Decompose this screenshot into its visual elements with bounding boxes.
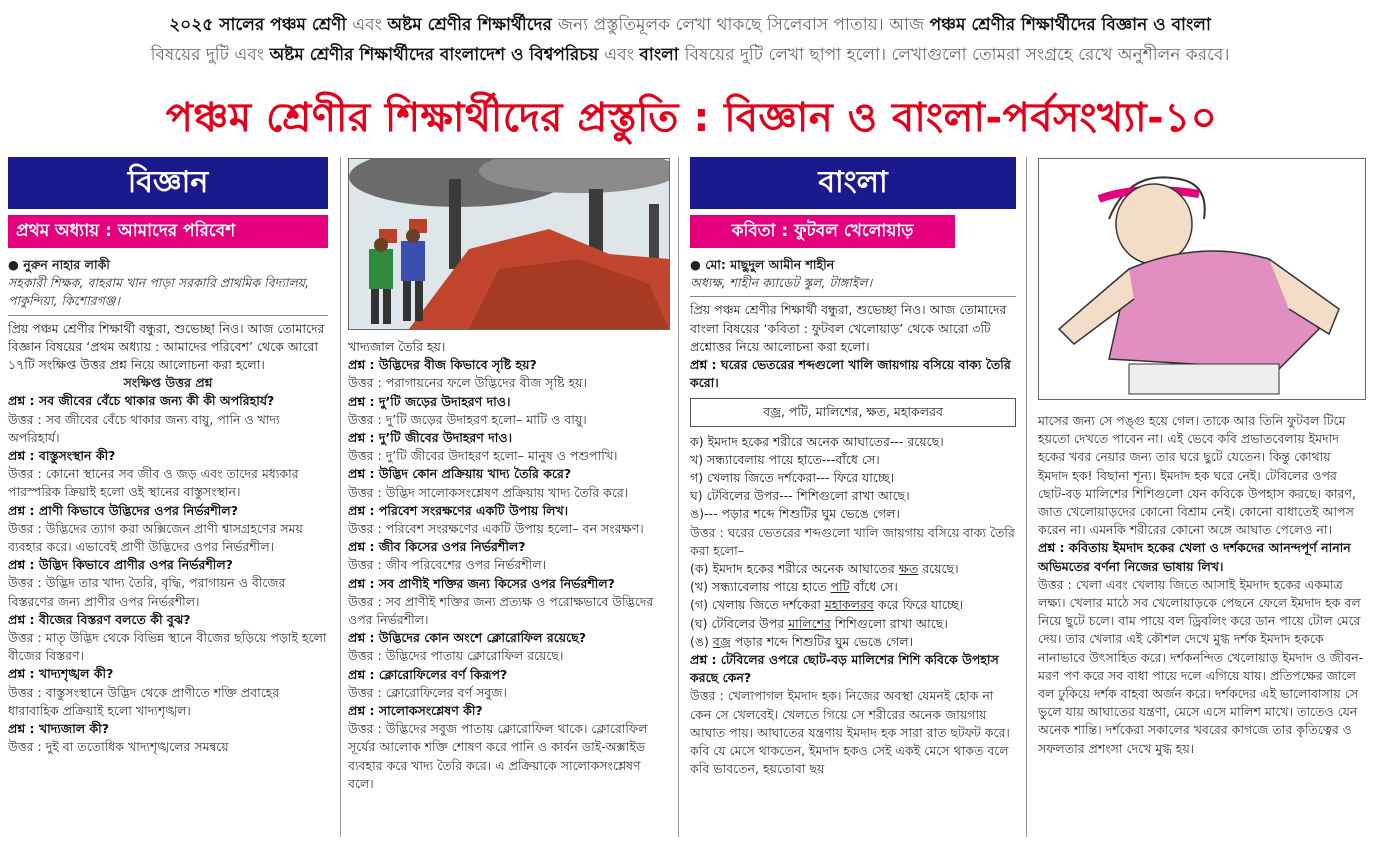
bangla-answer-item — [690, 560, 1016, 578]
filled-word: বজ্র — [712, 633, 731, 649]
bangla-answer-item — [690, 633, 1016, 651]
bangla-word-box: বজ্র, পটি, মালিশের, ক্ষত, মহাকলরব — [690, 398, 1016, 426]
filled-word: পটি — [830, 579, 850, 595]
science-column — [8, 157, 328, 756]
bangla-blank-item: ঘ) টেবিলের উপর--- শিশিগুলো রাখা আছে। — [690, 488, 910, 504]
bangla-question-1: প্রশ্ন : ঘরের ভেতরের শব্দগুলো খালি জায়গায় বসিয়ে বাক্য তৈরি করো। — [690, 357, 1011, 391]
bangla-answer-list — [690, 560, 1016, 651]
footballer-image — [1039, 159, 1365, 399]
bangla-author-name: ● মো: মাছুদুল আমীন শাহীন — [690, 257, 835, 272]
answer-text: রয়েছে। — [918, 561, 959, 577]
science-answer: উত্তর : উদ্ভিদের ত্যাগ করা অক্সিজেন প্রাণী শ্বাসগ্রহণের সময় ব্যবহার করে। এভাবেই প্রাণী উদ্ভিদের ওপর নির্ভরশীল। — [8, 520, 303, 555]
footballer-illustration — [1038, 158, 1366, 400]
bangla-blank-item: ক) ইমদাদ হকের শরীরে অনেক আঘাতের--- রয়েছে। — [690, 433, 944, 449]
science-answer: উত্তর : বাস্তুসংস্থানে উদ্ভিদ থেকে প্রাণীতে শক্তি প্রবাহের ধারাবাহিক প্রক্রিয়াই হলো খাদ্যশৃঙ্খল। — [8, 684, 280, 718]
science-chapter-title: প্রথম অধ্যায় : আমাদের পরিবেশ — [8, 215, 328, 248]
science-answer: উত্তর : মাতৃ উদ্ভিদ থেকে বিভিন্ন স্থানে বীজের ছড়িয়ে পড়াই হলো বীজের বিস্তরণ। — [8, 630, 327, 664]
brick-kiln-illustration — [348, 158, 670, 330]
brick-kiln-image — [349, 159, 669, 329]
science-question: প্রশ্ন : ক্লোরোফিলের বর্ণ কিরূপ? — [348, 666, 508, 682]
answer-text: শিশিগুলো রাখা আছে। — [830, 615, 948, 631]
science-qa-list-2 — [348, 356, 668, 793]
science-question: প্রশ্ন : সব প্রাণীই শক্তির জন্য কিসের ওপর নির্ভরশীল? — [348, 575, 615, 591]
science-answer: উত্তর : কোনো স্থানের সব জীব ও জড় এবং তাদের মধ্যকার পারস্পরিক ক্রিয়াই হলো ওই স্থানের বাস্তুসংস্থান। — [8, 466, 299, 500]
intro-segment: এবং — [604, 45, 640, 65]
page-headline: পঞ্চম শ্রেণীর শিক্ষার্থীদের প্রস্তুতি : বিজ্ঞান ও বাংলা-পর্বসংখ্যা-১০ — [165, 95, 1218, 141]
bangla-answer-2-continued: মাসের জন্য সে পঙ্গু হয়ে গেল। তাকে আর তিনি ফুটবল টিমে হয়তো দেখতে পাবেন না। এই ভেবে কবি প্রভাতবেলায় ইমদাদ হকের খবর নেয়ার জন্য তার ঘরে ছুটে যেতেন। কিন্তু কোথায় ইমদাদ হক! বিছানা শূন্য। ইমদাদ হক ঘরে নেই। টেবিলের ওপর ছোট-বড় মালিশের শিশিগুলো যেন কবিকে উপহাস করছে। কারণ, জাত খেলোয়াড়দের কোনো বিশ্রাম নেই। কোনো বাধাতেই আপস করেন না। এমনকি শরীরের কোনো অঙ্গে আঘাত পেলেও না। — [1038, 413, 1356, 538]
science-answer: উত্তর : জীব পরিবেশের ওপর নির্ভরশীল। — [348, 557, 547, 573]
answer-text: (খ) সন্ধ্যাবেলায় পায়ে হাতে — [690, 579, 831, 595]
answer-text: (ঘ) টেবিলের উপর — [690, 615, 789, 631]
answer-text: করে ফিরে যাচ্ছে। — [873, 597, 964, 613]
science-answer: উত্তর : সব প্রাণীই শক্তির জন্য প্রত্যক্ষ ও পরোক্ষভাবে উদ্ভিদের ওপর নির্ভরশীল। — [348, 593, 654, 628]
intro-notice — [30, 10, 1350, 70]
science-answer: উত্তর : পরিবেশ সংরক্ষণের একটি উপায় হলো– বন সংরক্ষণ। — [348, 521, 644, 537]
science-column-continued — [348, 338, 668, 793]
bangla-author-block — [690, 256, 1016, 292]
science-question: প্রশ্ন : বীজের বিস্তরণ বলতে কী বুঝ? — [8, 611, 191, 627]
intro-segment: বিষয়ের দুটি এবং — [150, 45, 270, 65]
intro-segment: বাংলা — [639, 45, 685, 65]
filled-word: মহাকলরব — [824, 597, 874, 613]
answer-text: পড়ার শব্দে শিশুটির ঘুম ভেঙে গেল। — [730, 633, 914, 649]
science-qa-list-1 — [8, 392, 328, 756]
intro-segment: অষ্টম শ্রেণীর শিক্ষার্থীদের — [387, 15, 558, 35]
bangla-chapter-title: কবিতা : ফুটবল খেলোয়াড় — [690, 215, 955, 248]
science-question: প্রশ্ন : দু’টি জড়ের উদাহরণ দাও। — [348, 393, 511, 409]
science-question: প্রশ্ন : প্রাণী কিভাবে উদ্ভিদের ওপর নির্ভরশীল? — [8, 502, 238, 518]
column-divider — [1026, 157, 1027, 837]
intro-segment: পঞ্চম শ্রেণীর শিক্ষার্থীদের বিজ্ঞান ও বাংলা — [929, 15, 1211, 35]
science-question: প্রশ্ন : দু’টি জীবের উদাহরণ দাও। — [348, 430, 513, 446]
science-qa-heading: সংক্ষিপ্ত উত্তর প্রশ্ন — [123, 375, 213, 391]
science-question: প্রশ্ন : উদ্ভিদের বীজ কিভাবে সৃষ্টি হয়? — [348, 357, 537, 373]
science-answer: উত্তর : ক্লোরোফিলের বর্ণ সবুজ। — [348, 684, 507, 700]
science-question: প্রশ্ন : উদ্ভিদ কিভাবে প্রাণীর ওপর নির্ভরশীল? — [8, 557, 233, 573]
bangla-author-affiliation: অধ্যক্ষ, শাহীন ক্যাডেট স্কুল, টাঙ্গাইল। — [690, 275, 873, 291]
science-answer: উত্তর : পরাগায়নের ফলে উদ্ভিদের বীজ সৃষ্টি হয়। — [348, 375, 587, 391]
science-question: প্রশ্ন : জীব কিসের ওপর নির্ভরশীল? — [348, 539, 526, 555]
bangla-answer-2: উত্তর : খেলাপাগল ইমদাদ হক। নিজের অবস্থা যেমনই হোক না কেন সে খেলবেই। খেলতে গিয়ে সে শরীরের অনেক জায়গায় আঘাত পায়। আঘাতের যন্ত্রণায় ইমদাদ হক সারা রাত ছটফট করে। কবি যে মেসে থাকতেন, ইমদাদ হকও সেই একই মেসে থাকত বলে কবি ভাবতেন, হয়তোবা ছয় — [690, 688, 1010, 777]
science-question: প্রশ্ন : পরিবেশ সংরক্ষণের একটি উপায় লিখ। — [348, 502, 569, 518]
divider — [690, 296, 1016, 297]
science-author-name: ● নুরুন নাহার লাকী — [8, 257, 110, 272]
science-author-affiliation: সহকারী শিক্ষক, বাহরাম খান পাড়া সরকারি প্রাথমিক বিদ্যালয়, পাকুন্দিয়া, কিশোরগঞ্জ। — [8, 275, 310, 309]
bangla-blank-item: গ) খেলায় জিতে দর্শকেরা--- ফিরে যাচ্ছে। — [690, 470, 895, 486]
science-question: প্রশ্ন : খাদ্যজাল কী? — [8, 721, 109, 737]
bangla-intro: প্রিয় পঞ্চম শ্রেণীর শিক্ষার্থী বন্ধুরা, শুভেচ্ছা নিও। আজ তোমাদের বাংলা বিষয়ের ‘কবিতা : ফুটবল খেলোয়াড়’ থেকে আরো ৩টি প্রশ্নোত্তর নিয়ে আলোচনা করা হলো। — [690, 302, 1007, 354]
filled-word: মালিশের — [788, 615, 831, 631]
science-question: প্রশ্ন : খাদ্যশৃঙ্খল কী? — [8, 666, 114, 682]
intro-segment: বিষয়ের দুটি লেখা ছাপা হলো। লেখাগুলো তোমরা সংগ্রহে রেখে অনুশীলন করবে। — [684, 45, 1230, 65]
science-answer: উত্তর : উদ্ভিদের সবুজ পাতায় ক্লোরোফিল থাকে। ক্লোরোফিল সূর্যের আলোক শক্তি শোষণ করে পানি ও কার্বন ডাই-অক্সাইড ব্যবহার করে খাদ্য তৈরি করে। এ প্রক্রিয়াকে সালোকসংশ্লেষণ বলে। — [348, 721, 648, 791]
science-question: প্রশ্ন : সালোকসংশ্লেষণ কী? — [348, 703, 483, 719]
bangla-answer-1: উত্তর : ঘরের ভেতরের শব্দগুলো খালি জায়গায় বসিয়ে বাক্য তৈরি করা হলো– — [690, 524, 1015, 558]
bangla-answer-item — [690, 596, 1016, 614]
bangla-blank-list — [690, 433, 1016, 524]
answer-text: (ক) ইমদাদ হকের শরীরে অনেক আঘাতের — [690, 561, 899, 577]
answer-text: (ঙ) — [690, 633, 713, 649]
column-divider — [340, 157, 341, 837]
bangla-answer-item — [690, 615, 1016, 633]
science-answer: উত্তর : দু’টি জীবের উদাহরণ হলো– মানুষ ও পশুপাখি। — [348, 448, 618, 464]
science-author-block — [8, 256, 328, 311]
science-question: প্রশ্ন : উদ্ভিদের কোন অংশে ক্লোরোফিল রয়েছে? — [348, 630, 586, 646]
intro-line-1 — [30, 10, 1350, 40]
bangla-column — [690, 157, 1016, 778]
science-question: প্রশ্ন : উদ্ভিদ কোন প্রক্রিয়ায় খাদ্য তৈরি করে? — [348, 466, 572, 482]
science-question: প্রশ্ন : বাস্তুসংস্থান কী? — [8, 448, 116, 464]
divider — [8, 315, 328, 316]
answer-text: বাঁধে সে। — [849, 579, 898, 595]
science-section-title: বিজ্ঞান — [8, 157, 328, 209]
bangla-column-continued — [1038, 412, 1364, 758]
science-continued-text: খাদ্যজাল তৈরি হয়। — [348, 339, 446, 354]
column-divider — [678, 157, 679, 837]
intro-segment: জন্য প্রস্তুতিমূলক লেখা থাকছে সিলেবাস পাতায়। আজ — [557, 15, 930, 35]
science-intro: প্রিয় পঞ্চম শ্রেণীর শিক্ষার্থী বন্ধুরা, শুভেচ্ছা নিও। আজ তোমাদের বিজ্ঞান বিষয়ের ‘প্রথম অধ্যায় : আমাদের পরিবেশ’ থেকে আরো ১৭টি সংক্ষিপ্ত উত্তর প্রশ্ন নিয়ে আলোচনা করা হলো। — [8, 320, 325, 373]
science-question: প্রশ্ন : সব জীবের বেঁচে থাকার জন্য কী কী অপরিহার্য? — [8, 393, 275, 409]
science-answer: উত্তর : সব জীবের বেঁচে থাকার জন্য বায়ু, পানি ও খাদ্য অপরিহার্য। — [8, 411, 280, 445]
bangla-blank-item: খ) সন্ধ্যাবেলায় পায়ে হাতে---বাঁধে সে। — [690, 451, 880, 467]
intro-segment: এবং — [352, 15, 388, 35]
science-answer: উত্তর : দু’টি জড়ের উদাহরণ হলো– মাটি ও বায়ু। — [348, 411, 587, 427]
answer-text: (গ) খেলায় জিতে দর্শকেরা — [690, 597, 825, 613]
filled-word: ক্ষত — [898, 561, 919, 577]
bangla-question-3: প্রশ্ন : কবিতায় ইমদাদ হকের খেলা ও দর্শকদের আনন্দপূর্ণ নানান অভিমতের বর্ণনা নিজের ভাষায় লিখ। — [1038, 540, 1351, 574]
science-answer: উত্তর : উদ্ভিদ সালোকসংশ্লেষণ প্রক্রিয়ায় খাদ্য তৈরি করে। — [348, 484, 629, 500]
intro-segment: পঞ্চম শ্রেণী — [270, 15, 353, 35]
science-answer: উত্তর : দুই বা ততোধিক খাদ্যশৃঙ্খলের সমন্বয়ে — [8, 739, 229, 755]
science-answer: উত্তর : উদ্ভিদের পাতায় ক্লোরোফিল রয়েছে। — [348, 648, 564, 664]
bangla-answer-item — [690, 578, 1016, 596]
bangla-blank-item: ঙ)--- পড়ার শব্দে শিশুটির ঘুম ভেঙে গেল। — [690, 506, 900, 522]
bangla-question-2: প্রশ্ন : টেবিলের ওপরে ছোট-বড় মালিশের শিশি কবিকে উপহাস করছে কেন? — [690, 652, 999, 686]
science-answer: উত্তর : উদ্ভিদ তার খাদ্য তৈরি, বৃদ্ধি, পরাগায়ন ও বীজের বিস্তরণের জন্য প্রাণীর ওপর নির্ভরশীল। — [8, 575, 286, 609]
bangla-section-title: বাংলা — [690, 157, 1016, 209]
bangla-answer-3: উত্তর : খেলা এবং খেলায় জিতে আসাই ইমদাদ হকের একমাত্র লক্ষ্য। খেলার মাঠে সব খেলোয়াড়কে পেছনে ফেলে ইমদাদ হক বল নিয়ে ছুটে চলে। বাম পায়ে বল ড্রিবলিং করে ডান পায়ে টোল মেরে দেয়। তার খেলার এই কৌশল দেখে মুগ্ধ দর্শক ইমদাদ হককে নানাভাবে উৎসাহিত করে। দর্শকনন্দিত খেলোয়াড় ইমদাদ ও জীবন-মরণ পণ করে সব বাধা পায়ে দলে এগিয়ে যায়। প্রতিপক্ষের জালে বল ঢুকিয়ে দর্শক বাহবা অর্জন করে। দর্শকদের এই ভালোবাসায় সে ভুলে যায় আঘাতের যন্ত্রণা, মেসে এসে মালিশ মাখে। তাতেও যেন অনেক শান্তি। দর্শকেরা সকালের খবরের কাগজে তার কৃতিত্বের ও সফলতার প্রশংসা দেখে মুগ্ধ হয়। — [1038, 576, 1364, 756]
intro-segment: অষ্টম শ্রেণীর শিক্ষার্থীদের বাংলাদেশ ও বিশ্বপরিচয় — [269, 45, 605, 65]
intro-line-2 — [30, 40, 1350, 70]
intro-segment: ২০২৫ সালের — [169, 15, 271, 35]
